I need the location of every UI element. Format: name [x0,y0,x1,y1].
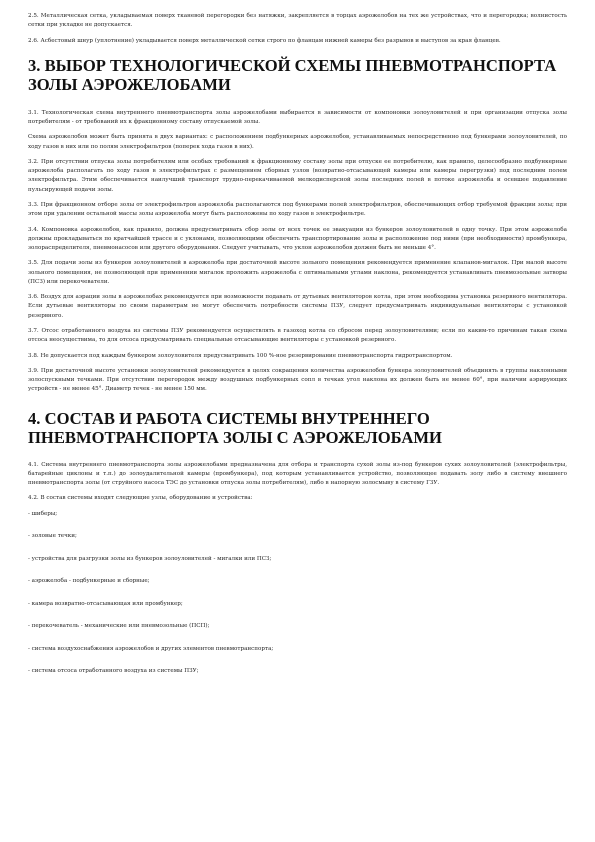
list-item: - камера возвратно-отсасывающая или промбункер; [28,600,183,607]
paragraph-3-8: 3.8. Не допускается под каждым бункером золоуловителя предусматривать 100 %-ное резервирование пневмотранспорта гидротранспортом. [28,352,453,359]
paragraph-3-1: 3.1. Технологическая схема внутреннего пневмотранспорта золы аэрожелобами выбирается в зависимости от компоновки золоуловителей и при организации отпуска золы потребителям - от требований их к фракционному составу отпускаемой золы. [28,109,567,125]
section-3-heading: 3. ВЫБОР ТЕХНОЛОГИЧЕСКОЙ СХЕМЫ ПНЕВМОТРАНСПОРТА ЗОЛЫ АЭРОЖЕЛОБАМИ [28,55,557,94]
paragraph-3-4: 3.4. Компоновка аэрожелобов, как правило, должна предусматривать сбор золы от всех точек ее эвакуации из бункеров золоуловителей в одну точку. При этом аэрожелоба должны прокладываться по кратчайшей трассе и с уклонами, позволяющими обеспечить транспортирование золы и расположение под ними (при необходимости) промбункера, золораспределителя, пневмонасосов или другого оборудования. Следует учитывать, что уклон аэрожелобов должен быть не меньше 4°. [28,226,567,251]
paragraph-3-1-schemes: Схема аэрожелобов может быть принята в двух вариантах: с расположением подбункерных аэрожелобов, устанавливаемых непосредственно под бункерами золоуловителей, по ходу газов в них или по полям электрофильтров (поперек хода газов в них). [28,134,567,150]
list-item: - система воздухоснабжения аэрожелобов и других элементов пневмотранспорта; [28,645,274,652]
paragraph-2-5: 2.5. Металлическая сетка, укладываемая поверх тканевой перегородки без натяжки, закрепляется в торцах аэрожелобов на тех же устройствах, что и перегородка; волнистость сетки при укладке не допускается. [28,13,567,29]
section-4-heading: 4. СОСТАВ И РАБОТА СИСТЕМЫ ВНУТРЕННЕГО ПНЕВМОТРАНСПОРТА ЗОЛЫ С АЭРОЖЕЛОБАМИ [28,408,442,447]
paragraph-3-6: 3.6. Воздух для аэрации золы в аэрожелобах рекомендуется при возможности подавать от дутьевых вентиляторов котла, при этом необходима установка резервного вентилятора. Если дутьевые вентиляторы по своим параметрам не могут обеспечить потребности системы ПЗУ, следует предусматривать индивидуальные вентиляторы с установкой резервного. [28,294,567,319]
paragraph-3-7: 3.7. Отсос отработанного воздуха из системы ПЗУ рекомендуется осуществлять в газоход котла со сбросом перед золоуловителями; если по каким-то причинам такая схема отсоса неосуществима, то для отсоса предусматривать специальные отсасывающие вентиляторы с установкой резервного. [28,327,567,344]
paragraph-3-5: 3.5. Для подачи золы из бункеров золоуловителей в аэрожелоба при достаточной высоте зольного помещения рекомендуется применение клапанов-мигалок. При малой высоте зольного помещения, не позволяющей при применении мигалок проложить аэрожелоба с оптимальными углами наклона, рекомендуется устанавливать пневмозольные затворы (ПСЗ) или перекочеватели. [28,260,567,285]
paragraph-3-9: 3.9. При достаточной высоте установки золоуловителей рекомендуется в целях сокращения количества аэрожелобов бункера золоуловителей объединять в группы наклонными золоспускными течками. При отсутствии перегородок между воздушных подбункерных сопл в течках угол наклона их должен быть не менее 60°, при наличии аэрирующих устройств - не менее 45°. Диаметр течек - не менее 150 мм. [28,367,567,393]
list-item: - устройства для разгрузки золы из бункеров золоуловителей - мигалки или ПСЗ; [28,555,272,562]
list-item: - аэрожелоба - подбункерные и сборные; [28,578,150,585]
equipment-list [28,510,567,677]
list-item: - шиберы; [28,510,58,517]
paragraph-2-6: 2.6. Асбестовый шнур (уплотнение) укладывается поверх металлической сетки строго по фланцам нижней камеры без разрывов и выступов за края фланцев. [28,37,501,44]
paragraph-3-2: 3.2. При отсутствии отпуска золы потребителям или особых требований к фракционному составу золы при отпуске ее потребителю, как правило, целесообразно подбункерные аэрожелоба располагать по ходу газов в электрофильтрах с размещением сборных узлов (возвратно-отсасывающей камеры или камеры перегрузки) под последним полем электрофильтра. Этим обеспечивается наилучший транспорт трудно-перекачиваемой мелкодисперсной золы последних полей в потоке аэрожелоба и осевшее подавление пульсирующей подачи золы. [28,158,567,193]
list-item: - золовые течки; [28,533,77,540]
paragraph-4-2: 4.2. В состав системы входят следующие узлы, оборудование и устройства: [28,495,253,502]
list-item: - перекочеватель - механические или пневмозольные (ПСП); [28,623,210,630]
paragraph-3-3: 3.3. При фракционном отборе золы от электрофильтров аэрожелоба располагаются под бункерами полей электрофильтров, обеспечивающих отбор требуемой фракции золы; при этом при удалении остальной массы золы аэрожелоба могут быть расположены по ходу газов в электрофильтре. [28,201,567,218]
list-item: - система отсоса отработанного воздуха из системы ПЗУ; [28,668,199,675]
paragraph-4-1: 4.1. Система внутреннего пневмотранспорта золы аэрожелобами предназначена для отбора и транспорта сухой золы из-под бункеров сухих золоуловителей (электрофильтры, батарейные циклоны и т.п.) до золоудалительной камеры (промбункера), под которым устанавливается устройство, позволяющее подавать золу либо в систему внешнего пневмотранспорта золы (от струйного насоса ТЭС до установки отпуска золы потребителям), либо в напорную золосмыву в систему ГЗУ. [28,461,567,486]
